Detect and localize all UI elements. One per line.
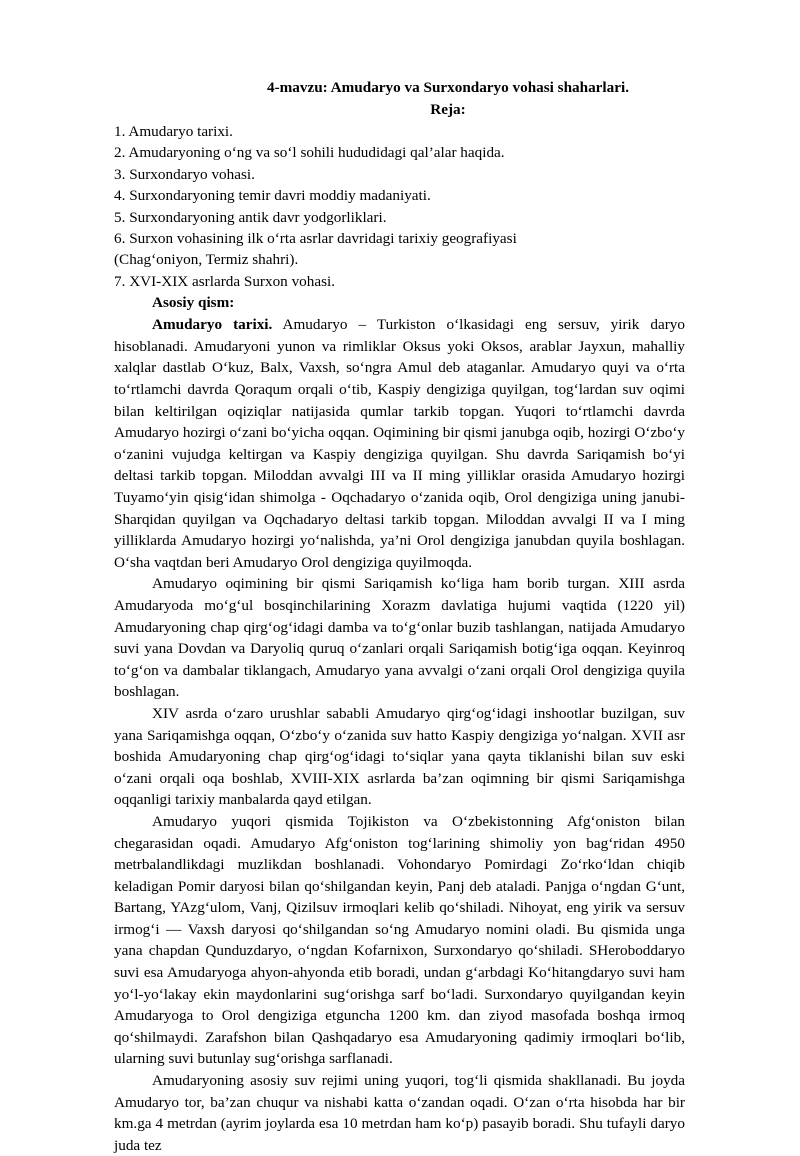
paragraph-lead: Amudaryo tarixi. — [152, 316, 273, 334]
plan-heading: Reja: — [430, 101, 466, 118]
plan-item: 3. Surxondaryo vohasi. — [114, 165, 255, 183]
plan-item: 2. Amudaryoning o‘ng va so‘l sohili hududidagi qal’alar haqida. — [114, 144, 505, 162]
plan-item: 5. Surxondaryoning antik davr yodgorliklari. — [114, 208, 387, 226]
paragraph-amudaryo-history — [114, 314, 685, 573]
plan-item: 6. Surxon vohasining ilk o‘rta asrlar davridagi tarixiy geografiyasi — [114, 230, 517, 248]
plan-list — [114, 121, 685, 292]
document-page — [114, 77, 685, 1156]
plan-item: (Chag‘oniyon, Termiz shahri). — [114, 251, 299, 269]
paragraph: Amudaryoning asosiy suv rejimi uning yuqori, tog‘li qismida shakllanadi. Bu joyda Amudaryo tor, ba’zan chuqur va nishabi katta o‘zandan oqadi. O‘zan o‘rta hisobda har bir km.ga 4 metrdan (ayrim joylarda esa 10 metrdan ham ko‘p) pasayib boradi. Shu tufayli daryo juda tez — [114, 1072, 685, 1154]
document-title: 4-mavzu: Amudaryo va Surxondaryo vohasi shaharlari. — [266, 79, 629, 96]
paragraph: XIV asrda o‘zaro urushlar sababli Amudaryo qirg‘og‘idagi inshootlar buzilgan, suv yana Sariqamishga oqqan, O‘zbo‘y o‘zanida suv hatto Kaspiy dengiziga yo‘nalgan. XVII asr boshida Amudaryoning chap qirg‘og‘idagi to‘siqlar yana qayta tiklanishi bilan suv eski o‘zani orqali oqa boshlab, XVIII-XIX asrlarda ba’zan oqimning bir qismi Sariqamishga oqqanligi tarixiy manbalarda qayd etilgan. — [114, 704, 685, 809]
plan-item: 4. Surxondaryoning temir davri moddiy madaniyati. — [114, 187, 431, 205]
plan-item: 1. Amudaryo tarixi. — [114, 123, 233, 140]
main-heading: Asosiy qism: — [152, 294, 235, 312]
plan-item: 7. XVI-XIX asrlarda Surxon vohasi. — [114, 272, 336, 290]
paragraph: Amudaryo yuqori qismida Tojikiston va O‘zbekistonning Afg‘oniston bilan chegarasidan oqadi. Amudaryo Afg‘oniston tog‘larining shimoliy yon bag‘ridan 4950 metrbalandlikdagi muzlikdan boshlanadi. Vohondaryo Pomirdagi Zo‘rko‘ldan chiqib keladigan Pomir daryosi bilan qo‘shilgandan keyin, Panj deb ataladi. Panjga o‘ngdan G‘unt, Bartang, YAzg‘ulom, Vanj, Qizilsuv irmoqlari kelib qo‘shiladi. Nihoyat, eng yirik va sersuv irmog‘i — Vaxsh daryosi qo‘shilgandan so‘ng Amudaryo nomini oladi. Bu qismida unga yana chapdan Qunduzdaryo, o‘ngdan Kofarnixon, Surxondaryo qo‘shiladi. SHeroboddaryo suvi esa Amudaryoga ahyon-ahyonda etib boradi, undan g‘arbdagi Ko‘hitangdaryo suvi ham yo‘l-yo‘lakay ekin maydonlarini sug‘orishga sarf bo‘ladi. Surxondaryo quyilgandan keyin Amudaryoga to Orol dengiziga etguncha 1200 km. dan ziyod masofada boshqa irmoq qo‘shilmaydi. Zarafshon bilan Qashqadaryo esa Amudaryoning qadimiy irmoqlari bo‘lib, ularning suvi butunlay sug‘orishga sarflanadi. — [114, 812, 685, 1068]
paragraph: Amudaryo oqimining bir qismi Sariqamish ko‘liga ham borib turgan. XIII asrda Amudaryoda mo‘g‘ul bosqinchilarining Xorazm davlatiga hujumi vaqtida (1220 yil) Amudaryoning chap qirg‘og‘idagi damba va to‘g‘onlar buzib tashlangan, natijada Amudaryo suvi yana Dovdan va Daryoliq quruq o‘zanlari orqali Sariqamish botig‘iga oqqan. Keyinroq to‘g‘on va dambalar tiklangach, Amudaryo yana avvalgi o‘zani orqali Orol dengiziga quyila boshlagan. — [114, 575, 685, 701]
paragraph-text: Amudaryo – Turkiston o‘lkasidagi eng sersuv, yirik daryo hisoblanadi. Amudaryoni yunon va rimliklar Oksus yoki Oksos, arablar Jayxun, mahalliy xalqlar dastlab O‘kuz, Balx, Vaxsh, so‘ngra Amul deb ataganlar. Amudaryo quyi va o‘rta to‘rtlamchi davrda Qoraqum orqali o‘tib, Kaspiy dengiziga quyilgan, tog‘lardan suv oqimi bilan keltirilgan oqiziqlar natijasida qumlar tarkib topgan. Yuqori to‘rtlamchi davrda Amudaryo hozirgi o‘zani bo‘yicha oqqan. Oqimining bir qismi janubga oqib, hozirgi O‘zbo‘y o‘zanini vujudga keltirgan va Kaspiy dengiziga quyilgan. Shu davrda Sariqamish bo‘yi deltasi tarkib topgan. Miloddan avvalgi III va II ming yilliklar orasida Amudaryo hozirgi Tuyamo‘yin qisig‘idan shimolga - Oqchadaryo o‘zanida oqib, Orol dengiziga uning janubi-Sharqidan quyilgan va Oqchadaryo deltasi tarkib topgan. Miloddan avvalgi II va I ming yilliklarda Amudaryo hozirgi yo‘nalishda, ya’ni Orol dengiziga janubdan quyila boshlagan. O‘sha vaqtdan beri Amudaryo Orol dengiziga quyilmoqda. — [114, 316, 685, 571]
